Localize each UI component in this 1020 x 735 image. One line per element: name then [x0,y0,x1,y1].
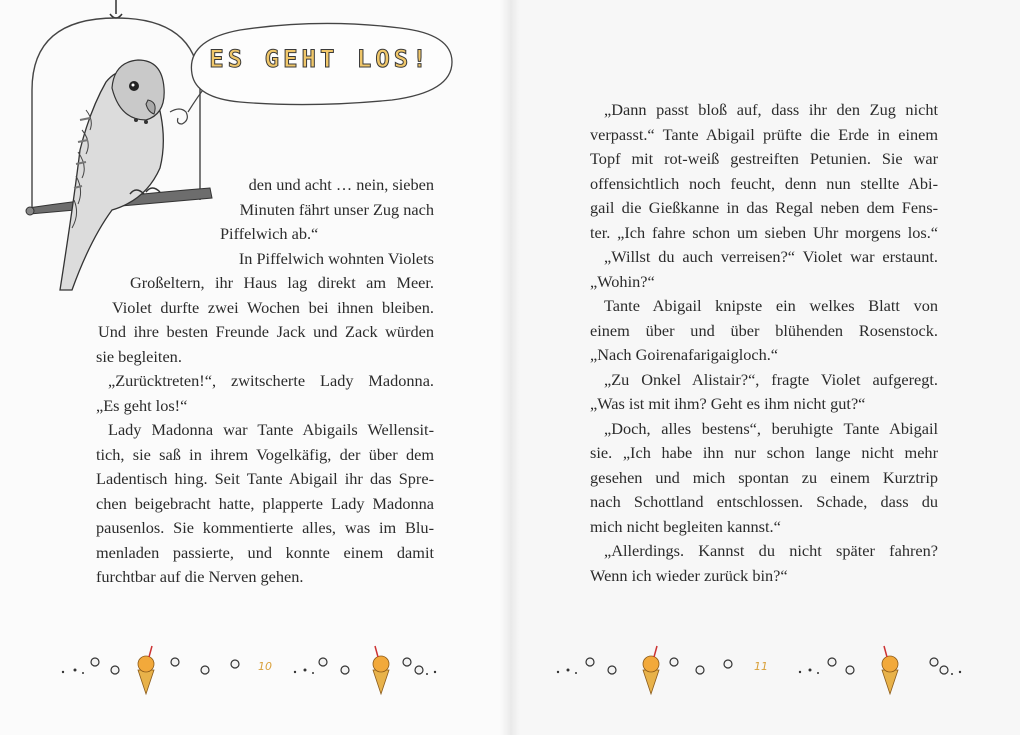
text-line: den und acht … nein, sieben [248,175,434,194]
text-line: „Es geht los!“ [96,396,188,415]
ice-cream-icon [882,646,898,694]
text-line: „Nach Goirenafarigaigloch.“ [590,345,779,364]
text-line: Tante Abigail knipste ein welkes Blatt von [604,296,938,315]
text-line: „Allerdings. Kannst du nicht später fahren? [604,541,938,560]
speech-bubble-text: ES GEHT LOS! [209,45,431,73]
text-line: sie. „Ich habe ihn nur schon lange nicht mehr [590,443,938,462]
text-line: mich nicht begleiten kannst.“ [590,517,781,536]
text-line: Minuten fährt unser Zug nach [239,200,434,219]
text-line: „Was ist mit ihm? Geht es ihm nicht gut?“ [590,394,866,413]
text-line: nach Schottland entschlossen. Schade, dass du [590,492,938,511]
text-line: „Wohin?“ [590,272,655,291]
text-line: sie begleiten. [96,347,182,366]
ice-cream-icon [373,646,389,694]
text-line: „Zu Onkel Alistair?“, fragte Violet aufgeregt. [604,370,938,389]
text-line: „Willst du auch verreisen?“ Violet war erstaunt. [604,247,938,266]
text-line: Violet durfte zwei Wochen bei ihnen bleiben. [112,298,434,317]
text-line: gail die Gießkanne in das Regal neben dem Fens- [590,198,938,217]
text-line: Und ihre besten Freunde Jack und Zack würden [98,322,434,341]
book-gutter [500,0,520,735]
text-line: gesehen und mich spontan zu einem Kurztrip [590,468,938,487]
ice-cream-icon [643,646,659,694]
page-number-right: 11 [754,660,768,673]
text-line: tich, sie saß in ihrem Vogelkäfig, der über dem [96,445,434,464]
footer-ornament-left [55,640,445,700]
text-line: „Doch, alles bestens“, beruhigte Tante Abigail [604,419,938,438]
right-page [510,0,1020,735]
text-line: einem über und über blühenden Rosenstock. [590,321,938,340]
text-line: verpasst.“ Tante Abigail prüfte die Erde in einem [590,125,938,144]
page-number-left: 10 [258,660,272,673]
text-line: Wenn ich wieder zurück bin?“ [590,566,788,585]
text-line: furchtbar auf die Nerven gehen. [96,567,304,586]
text-line: Großeltern, ihr Haus lag direkt am Meer. [130,273,434,292]
text-line: „Zurücktreten!“, zwitscherte Lady Madonna. [108,371,434,390]
text-line: Ladentisch hing. Seit Tante Abigail ihr das Spre- [96,469,434,488]
text-line: Piffelwich ab.“ [220,224,319,243]
text-line: In Piffelwich wohnten Violets [238,249,434,268]
text-line: Lady Madonna war Tante Abigails Wellensit- [108,420,434,439]
text-line: „Dann passt bloß auf, dass ihr den Zug nicht [604,100,938,119]
text-line: Topf mit rot-weiß gestreiften Petunien. Sie war [590,149,938,168]
text-line: chen beigebracht hatte, plapperte Lady Madonna [96,494,434,513]
text-line: ter. „Ich fahre schon um sieben Uhr morgens los.“ [590,223,938,242]
text-line: menladen passierte, und konnte einem damit [96,543,434,562]
text-line: offensichtlich noch feucht, denn nun stellte Abi- [590,174,938,193]
ice-cream-icon [138,646,154,694]
text-line: pausenlos. Sie kommentierte alles, was im Blu- [96,518,434,537]
